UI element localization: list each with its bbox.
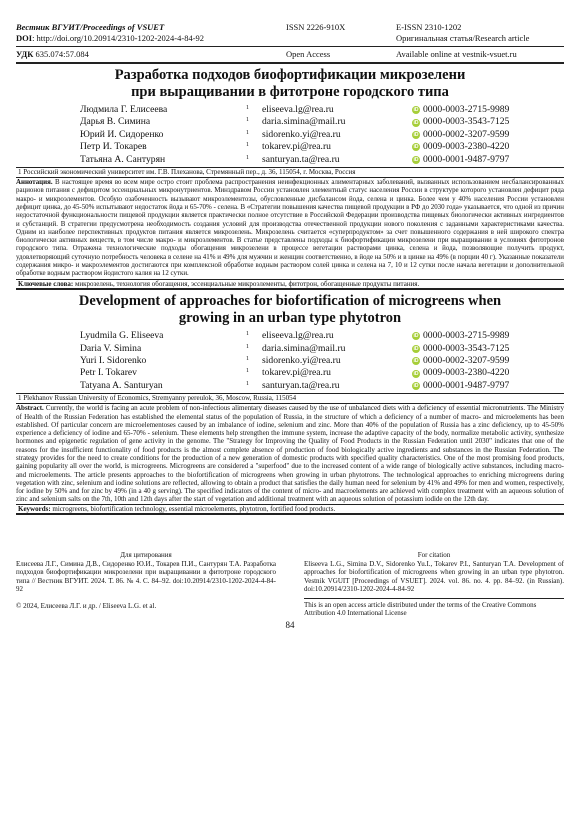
ru-title: Разработка подходов биофортификации микрозелени при выращивании в фитотроне городского типа [114,67,466,100]
orcid-link[interactable]: 0000-0001-9487-9797 [423,379,510,391]
orcid-link[interactable]: 0000-0003-3543-7125 [423,116,510,128]
author-row: Петр И. Токарев 1 tokarev.pi@rea.ru iD 0009-0003-2380-4220 [80,141,510,153]
issn: ISSN 2226-910X [286,22,346,32]
en-authors [16,330,564,392]
author-email[interactable]: sidorenko.yi@rea.ru [262,128,341,140]
author-row: Юрий И. Сидоренко 1 sidorenko.yi@rea.ru iD 0000-0002-3207-9599 [80,128,510,140]
author-email[interactable]: daria.simina@mail.ru [262,116,346,128]
author-email[interactable]: daria.simina@mail.ru [262,342,346,354]
author-email[interactable]: tokarev.pi@rea.ru [262,141,331,153]
orcid-icon: iD [413,156,419,163]
journal-page [16,0,564,630]
author-row: Lyudmila G. Eliseeva 1 eliseeva.lg@rea.ru iD 0000-0003-2715-9989 [80,330,510,342]
orcid-icon: iD [413,345,419,352]
orcid-link[interactable]: 0000-0003-3543-7125 [423,342,510,354]
header-row-1 [16,22,564,33]
author-row: Дарья В. Симина 1 daria.simina@mail.ru iD 0000-0003-3543-7125 [80,116,510,128]
author-row: Tatyana A. Santuryan 1 santuryan.ta@rea.ru iD 0000-0001-9487-9797 [80,379,510,391]
citation-ru: Для цитирования Елисеева Л.Г., Симина Д.В., Сидоренко Ю.И., Токарев П.И., Сантурян Т.А. Разработка подходов биофортификации микрозелени при выращивании в фитотроне городского типа // Вестник ВГУИТ. 2024. Т. 86. № 4. С. 84–92. doi:10.20914/2310-1202-2024-4-84-92 [16,551,276,594]
orcid-icon: iD [413,370,419,377]
udk-value: 635.074:57.084 [33,49,89,59]
author-row: Daria V. Simina 1 daria.simina@mail.ru iD 0000-0003-3543-7125 [80,342,510,354]
orcid-link[interactable]: 0000-0003-2715-9989 [423,330,510,342]
author-email[interactable]: eliseeva.lg@rea.ru [262,104,334,115]
author-email[interactable]: santuryan.ta@rea.ru [262,153,340,165]
author-row: Людмила Г. Елисеева 1 eliseeva.lg@rea.ru iD 0000-0003-2715-9989 [80,104,510,115]
article-type: Оригинальная статья/Research article [396,33,530,43]
copyright: © 2024, Елисеева Л.Г. и др. / Eliseeva L.G. et al. [16,601,157,610]
author-row: Petr I. Tokarev 1 tokarev.pi@rea.ru iD 0009-0003-2380-4220 [80,367,510,379]
en-keywords: Keywords: microgreens, biofortification technology, essential microelements, phytotron, fortified food products. [16,504,564,516]
orcid-icon: iD [413,132,419,139]
doi-label: DOI [16,33,33,43]
en-affiliation: 1 Plekhanov Russian University of Economics, Stremyanny pereulok, 36, Moscow, Russia, 115054 [16,393,564,404]
en-title: Development of approaches for biofortification of microgreens when growing in an urban type phytotron [78,293,502,327]
orcid-icon: iD [413,107,419,114]
author-row: Yuri I. Sidorenko 1 sidorenko.yi@rea.ru iD 0000-0002-3207-9599 [80,355,510,366]
en-abstract: Abstract. Currently, the world is facing an acute problem of non-infectious alimentary diseases caused by the use of unbalanced diets with a deficiency of essential micronutrients. The Ministry of Health of the Russian Federation has established the elemental status of the population of Russia, in the structure of which a deficiency of a number of macro- and microelements has been established. Of particular concern are microelementoses caused by an imbalance of iodine, selenium and zinc. More than 40% of the population of Russia has a zinc deficiency, up to 45-50% experience a deficiency of iodine and 65-70% - selenium. These elements help strengthen the immune system, increase the adaptive capacity of the body, normalize metabolic activity, synthesize hormones and epigenetic regulation of gene activity in the genome. The "Strategy for Improving the Quality of Food Products in the Russian Federation until 2030" indicates that one of the reasons for the insufficient functionality of food products is the almost complete absence of production of food biologically active ingredients and substances in the Russian Federation. The strategy provides for the need to create conditions for the production of a new generation of domestic products with specified quality characteristics. One of the most promising food products, gaining popularity all over the world, is microgreens. Microgreens are considered a "superfood" due to the increased content of a wide range of biologically active substances, including macro- and microelements. The article presents approaches to the biofortification of microgreens when growing in urban phytotrons. The technological approaches to enriching microgreens during vegetation with zinc, selenium and iodine solutions are reflected, allowing to obtain a product that satisfies the daily human need for selenium by 41% and 49% for men and women, respectively, for iodine by 50% and for zinc by 49% (in a 40 g serving). The specified indicators of the content of micro- and macroelements are achieved with complex treatment with an aqueous solution of zinc and selenium salts on the 7th, 10th and 12th days after the start of vegetation and additional treatment with an aqueous solution of potassium iodide on the 12th day. [16,404,564,504]
ru-affiliation: 1 Российский экономический университет им. Г.В. Плеханова, Стремянный пер., д. 36, 115054, г. Москва, Россия [16,167,564,178]
udk-label: УДК [16,49,34,59]
page-number: 84 [285,619,295,630]
available-online[interactable]: Available online at vestnik-vsuet.ru [396,49,517,59]
orcid-icon: iD [413,358,419,365]
orcid-link[interactable]: 0000-0002-3207-9599 [423,128,510,140]
license-note[interactable]: This is an open access article distributed under the terms of the Creative Commons Attribution 4.0 International License [304,598,564,618]
orcid-link[interactable]: 0000-0003-2715-9989 [423,104,510,115]
header-row-2 [16,33,564,44]
header-row-3 [16,49,564,60]
doi-link[interactable]: : http://doi.org/10.20914/2310-1202-2024-4-84-92 [32,33,205,43]
author-email[interactable]: eliseeva.lg@rea.ru [262,330,334,342]
orcid-icon: iD [413,144,419,151]
ru-keywords: Ключевые слова: микрозелень, технология обогащения, эссенциальные микроэлементы, фитотрон, обогащенные продукты питания. [16,279,564,291]
orcid-link[interactable]: 0009-0003-2380-4220 [423,141,510,153]
orcid-icon: iD [413,383,419,390]
citation-en: For citation Eliseeva L.G., Simina D.V., Sidorenko Yu.I., Tokarev P.I., Santuryan T.A. Development of approaches for biofortification of microgreens when growing in an urban type phytotron. Vestnik VGUIT [Proceedings of VSUET]. 2024. vol. 86. no. 4. pp. 84–92. (in Russian). doi:10.20914/2310-1202-2024-4-84-92 [304,551,564,594]
author-email[interactable]: santuryan.ta@rea.ru [262,379,340,391]
author-row: Татьяна А. Сантурян 1 santuryan.ta@rea.ru iD 0000-0001-9487-9797 [80,153,510,165]
orcid-link[interactable]: 0000-0001-9487-9797 [423,153,510,165]
author-email[interactable]: sidorenko.yi@rea.ru [262,355,341,366]
journal-name: Вестник ВГУИТ/Proceedings of VSUET [16,22,165,32]
author-email[interactable]: tokarev.pi@rea.ru [262,367,331,379]
ru-abstract: Аннотация. В настоящее время во всем мире остро стоит проблема распространения неинфекционных алиментарных заболеваний, вызванных использованием несбалансированных рационов питания с дефицитом эссенциальных микронутриентов. Минздравом России установлен элементный статус населения России в структуре которого установлен дефицит ряда макро- и микроэлементов. Особую озабоченность вызывают микроэлементозы, обусловленные дисбалансом йода, селена и цинка. Более чем у 40% населения России установлен дефицит цинка, до 45-50% испытывают недостаток йода и 65-70% - селена. В «Стратегии повышения качества пищевой продукции в РФ до 2030 года» указывается, что одной из причин недостаточной функциональности пищевой продукции является практически полное отсутствие в Российской Федерации производства пищевых биологически активных ингредиентов и субстанций. В стратегии предусмотрена необходимость создания условий для производства отечественной продукции нового поколения с заданными характеристиками качества. Одним из наиболее перспективных продуктов питания является микрозелень. Микрозелень считается «суперпродуктом» за счет повышенного содержания в ней широкого спектра биологически активных веществ, в том числе макро- и микроэлементов. В статье представлены подходы к биофортификации микрозелени при выращивании в условиях фитотронов городского типа. Отражена технологические подходы обогащения микрозелени в процессе вегетации растворами цинка, селена и йода, позволяющие получить продукт, удовлетворяющий суточную потребность человека в селене на 41% и 49% для мужчин и женщин соответственно, в йоде на 50% и в цинке на 49% (в порции 40 г). Указанные показатели содержания микро- и макроэлементов достигаются при комплексной обработке водным раствором солей цинка и селена на 7, 10 и 12 сутки после начала вегетации и дополнительной обработке водным раствором йодистого калия на 12 сутки. [16,179,564,278]
page-footer [16,598,564,618]
orcid-link[interactable]: 0000-0002-3207-9599 [423,355,510,366]
orcid-link[interactable]: 0009-0003-2380-4220 [423,367,510,379]
orcid-icon: iD [413,119,419,126]
citation-block [16,551,564,594]
open-access: Open Access [286,49,331,59]
orcid-icon: iD [413,333,419,340]
ru-authors [16,104,564,166]
eissn: E-ISSN 2310-1202 [396,22,462,32]
